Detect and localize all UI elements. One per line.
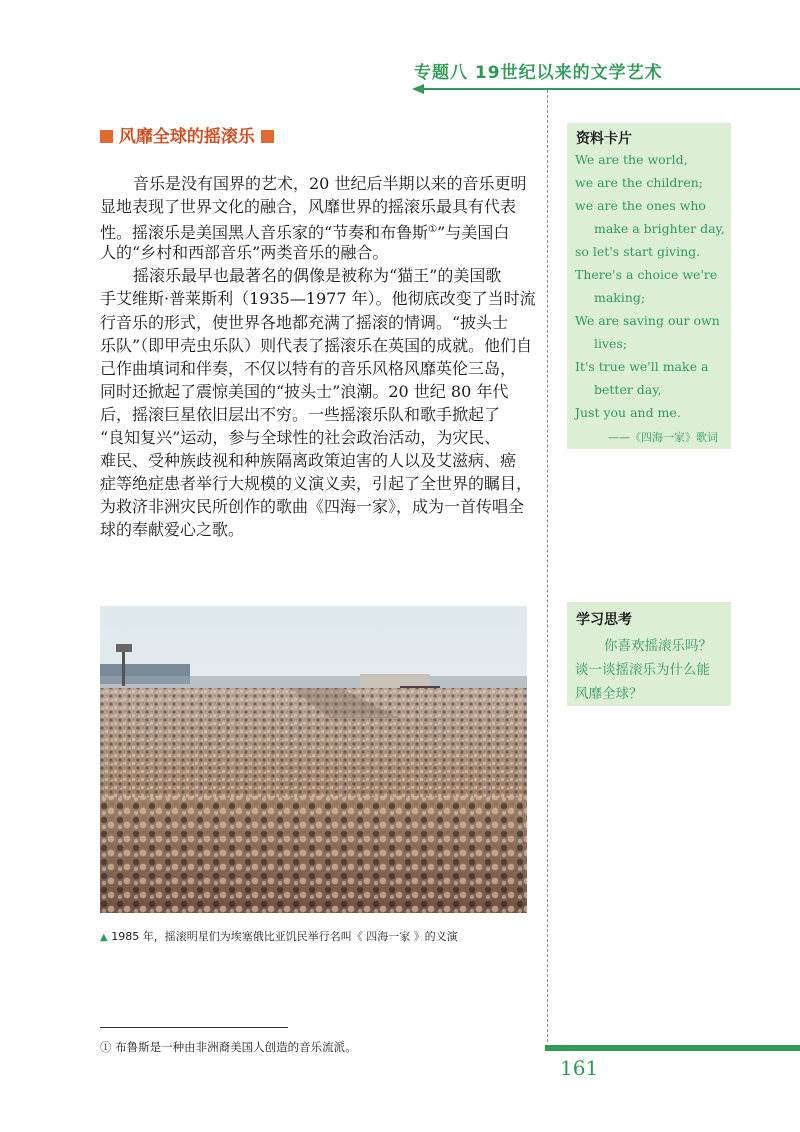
photo-caption	[100, 928, 458, 944]
page-number: 161	[560, 1056, 599, 1080]
text-line: 人的“乡村和西部音乐”两类音乐的融合。	[100, 243, 389, 263]
text-line: “良知复兴”运动，参与全球性的社会政治活动，为灾民、	[100, 428, 501, 448]
text-line: 球的奉献爱心之歌。	[100, 520, 245, 540]
arrow-left-icon	[412, 84, 424, 94]
chapter-header-title: 专题八 19世纪以来的文学艺术	[414, 63, 663, 83]
text-line: 行音乐的形式，使世界各地都充满了摇滚的情调。“披头士	[100, 312, 509, 332]
info-card	[567, 123, 731, 449]
lyric-line: making;	[594, 290, 646, 305]
lyric-line: There's a choice we're	[575, 267, 718, 282]
footer-bar	[545, 1045, 800, 1051]
info-card-title: 资料卡片	[576, 131, 632, 147]
footnote-marker: ①	[428, 224, 438, 236]
lyric-line: lives;	[594, 336, 628, 351]
text-line: 显地表现了世界文化的融合，风靡世界的摇滚乐最具有代表	[100, 197, 517, 217]
body-text	[100, 172, 536, 542]
text-line: 音乐是没有国界的艺术，20 世纪后半期以来的音乐更明	[133, 174, 527, 193]
photo-caption-text: 1985 年，摇滚明星们为埃塞俄比亚饥民举行名叫《 四海一家 》的义演	[111, 930, 458, 943]
column-divider	[547, 90, 548, 1042]
text-line	[100, 218, 530, 241]
lyric-line: so let's start giving.	[575, 244, 701, 259]
study-question-line: 你喜欢摇滚乐吗？	[604, 638, 712, 654]
study-question-line: 谈一谈摇滚乐为什么能	[575, 662, 710, 678]
text-line: 同时还掀起了震惊美国的“披头士”浪潮。20 世纪 80 年代	[100, 381, 509, 401]
lyric-line: we are the children;	[575, 175, 703, 190]
lyric-source: ——《四海一家》歌词	[608, 431, 718, 444]
study-question-line: 风靡全球？	[575, 686, 643, 702]
study-card-title: 学习思考	[576, 612, 632, 628]
section-heading-text: 风靡全球的摇滚乐	[118, 127, 255, 147]
lyric-line: we are the ones who	[575, 198, 706, 213]
lyric-line: Just you and me.	[575, 405, 681, 420]
lyric-line: It's true we'll make a	[575, 359, 709, 374]
footnote: ① 布鲁斯是一种由非洲裔美国人创造的音乐流派。	[100, 1040, 357, 1054]
text-line: 己作曲填词和伴奏，不仅以特有的音乐风格风靡英伦三岛，	[100, 358, 517, 378]
concert-crowd-photo	[100, 606, 527, 913]
text-line: 后，摇滚巨星依旧层出不穷。一些摇滚乐队和歌手掀起了	[100, 404, 501, 424]
text-line: 手艾维斯·普莱斯利（1935—1977 年）。他彻底改变了当时流	[100, 289, 536, 309]
footnote-rule	[100, 1027, 288, 1028]
lyric-line: better day,	[594, 382, 662, 397]
text-line: 为救济非洲灾民所创作的歌曲《四海一家》，成为一首传唱全	[100, 497, 525, 517]
text-line: 症等绝症患者举行大规模的义演义卖，引起了全世界的瞩目，	[100, 474, 533, 494]
lyric-line: We are saving our own	[575, 313, 720, 328]
text-line-tail: ”与美国白	[437, 223, 510, 243]
text-line: 乐队”（即甲壳虫乐队）则代表了摇滚乐在英国的成就。他们自	[100, 335, 533, 355]
text-line-head: 性。摇滚乐是美国黑人音乐家的“节奏和布鲁斯	[100, 223, 429, 243]
section-heading	[100, 122, 274, 147]
square-bullet-icon	[261, 130, 274, 143]
header-rule	[414, 88, 800, 90]
square-bullet-icon	[100, 130, 113, 143]
lyric-line: We are the world,	[575, 152, 688, 167]
text-line: 摇滚乐最早也最著名的偶像是被称为“猫王”的美国歌	[133, 266, 502, 286]
lyric-line: make a brighter day,	[594, 221, 725, 236]
triangle-marker-icon: ▲	[100, 932, 108, 943]
text-line: 难民、受种族歧视和种族隔离政策迫害的人以及艾滋病、癌	[100, 451, 517, 471]
